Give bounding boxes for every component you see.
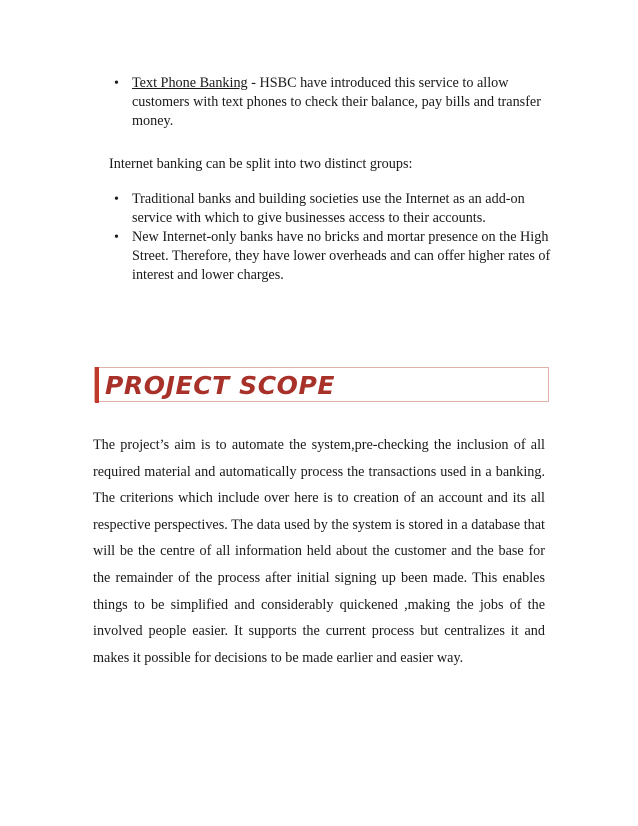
list-item	[114, 228, 554, 285]
heading-accent-bar	[95, 367, 99, 403]
section-body-text: The project’s aim is to automate the system,pre-checking the inclusion of all required material and automatically process the transactions used in a banking. The criterions which include over here is to creation of an account and its all respective perspectives. The data used by the system is stored in a database that will be the centre of all information held about the customer and the base for the remainder of the process after initial signing up been made. This enables things to be simplified and considerably quickened ,making the jobs of the involved people easier. It supports the current process but centralizes it and makes it possible for decisions to be made earlier and easier way.	[93, 437, 545, 666]
list-item-text: Traditional banks and building societies use the Internet as an add-on service with which to give businesses access to their accounts.	[132, 191, 525, 226]
section-title: PROJECT SCOPE	[105, 371, 336, 400]
list-item	[114, 74, 554, 131]
groups-intro-text: Internet banking can be split into two distinct groups:	[109, 156, 413, 172]
bullet-icon: •	[114, 230, 119, 245]
phone-banking-list	[114, 74, 554, 131]
bullet-icon: •	[114, 192, 119, 207]
list-item	[114, 190, 554, 228]
list-item-text: New Internet-only banks have no bricks and mortar presence on the High Street. Therefore, they have lower overheads and can offer higher rates of interest and lower charges.	[132, 229, 551, 283]
list-item-text: - HSBC have introduced this service to allow customers with text phones to check their balance, pay bills and transfer money.	[132, 75, 541, 129]
section-heading-box	[94, 367, 549, 402]
text-phone-banking-link[interactable]: Text Phone Banking	[132, 75, 248, 91]
bullet-icon: •	[114, 76, 119, 91]
internet-banking-groups-list	[114, 190, 554, 285]
